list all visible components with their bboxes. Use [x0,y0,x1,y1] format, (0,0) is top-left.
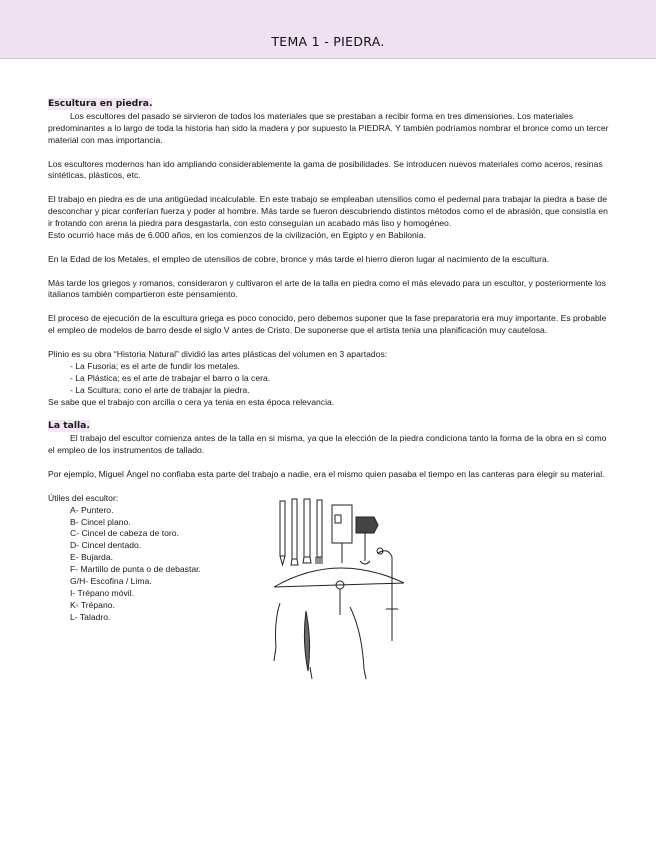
tool-item: F- Martillo de punta o de debastar. [70,564,201,575]
header-band [0,0,656,59]
paragraph: Los escultores del pasado se sirvieron de todos los materiales que se prestaban a recibir forma en tres dimensiones. Los materiales predominantes a lo largo de toda la historia han sido la madera y por supuesto la PIEDRA. Y también podríamos nombrar el bronce como un tercer material con mas importancia. [48,110,609,145]
tools-list [48,493,268,624]
plinio-list [48,349,610,409]
page-title: TEMA 1 - PIEDRA. [271,34,385,49]
tools-title: Útiles del escultor: [48,492,119,503]
bujarda-icon [332,505,352,563]
list-item: - La Plástica; es el arte de trabajar el barro o la cera. [70,372,271,383]
cincel-dentado-icon [316,500,322,564]
tool-item: B- Cincel plano. [70,516,131,527]
paragraph: El proceso de ejecución de la escultura griega es poco conocido, pero debemos suponer que la fase preparatoria era muy importante. Es probable el empleo de modelos de barro desde el siglo V antes de Cristo. De suponerse que el artista tenia una planificación muy cautelosa. [48,313,607,336]
list-outro: Se sabe que el trabajo con arcilla o cera ya tenia en esta época relevancia. [48,396,335,407]
section-heading-talla: La talla. [48,420,90,432]
paragraph: Por ejemplo, Miguel Ángel no confiaba esta parte del trabajo a nadie, era el mismo quien pasaba el tiempo en las canteras para elegir su material. [48,468,605,479]
sculptor-tools-illustration [266,491,414,681]
trepano-icon [350,607,366,679]
list-item: - La Fusoria; es el arte de fundir los metales. [70,360,241,371]
taladro-icon [377,548,398,641]
section-heading-escultura: Escultura en piedra. [48,98,153,109]
tool-item: E- Bujarda. [70,552,113,563]
tool-item: I- Trépano móvil. [70,588,134,599]
tool-item: L- Taladro. [70,611,111,622]
paragraph: Más tarde los griegos y romanos, consideraron y cultivaron el arte de la talla en piedra como el más elevado para un escultor, y posteriormente los italianos también compartieron este pensamiento. [48,277,606,300]
lima-icon [274,603,280,661]
tools-section [48,493,610,673]
martillo-icon [356,517,378,564]
tool-item: D- Cincel dentado. [70,540,142,551]
paragraph: Los escultores modernos han ido ampliando considerablemente la gama de posibilidades. Se introducen nuevos materiales como aceros, resinas sintéticas, plásticos, etc. [48,158,603,181]
document-body [48,98,610,673]
escofina-icon [304,611,312,679]
tool-item: C- Cincel de cabeza de toro. [70,528,179,539]
tool-item: G/H- Escofina / Lima. [70,576,152,587]
paragraph: Esto ocurrió hace más de 6.000 años, en los comienzos de la civilización, en Egipto y en Babilonia. [48,229,426,240]
tool-item: A- Puntero. [70,504,114,515]
tool-item: K- Trépano. [70,599,115,610]
trepano-movil-icon [274,568,404,615]
list-intro: Plinio es su obra “Historia Natural” dividió las artes plásticas del volumen en 3 apartados: [48,348,388,359]
list-item: - La Scultura; cono el arte de trabajar la piedra. [70,384,250,395]
paragraph: El trabajo en piedra es de una antigüedad incalculable. En este trabajo se empleaban utensilios como el pedernal para trabajar la piedra a base de desconchar y picar conferían fuerza y poder al hombre. Más tarde se fueron descubriendo distintos métodos como el de abrasión, que consistía en ir frotando con arena la piedra para desgastarla, con esto conseguían un acabado más liso y homogéneo. [48,194,608,229]
puntero-icon [280,501,285,565]
cincel-plano-icon [291,499,298,565]
paragraph: El trabajo del escultor comienza antes de la talla en si misma, ya que la elección de la piedra condiciona tanto la forma de la obra en si como el empleo de los instrumentos de tallado. [48,433,607,456]
cincel-cabeza-toro-icon [303,499,311,563]
paragraph: En la Edad de los Metales, el empleo de utensilios de cobre, bronce y más tarde el hierro dieron lugar al nacimiento de la escultura. [48,253,550,264]
